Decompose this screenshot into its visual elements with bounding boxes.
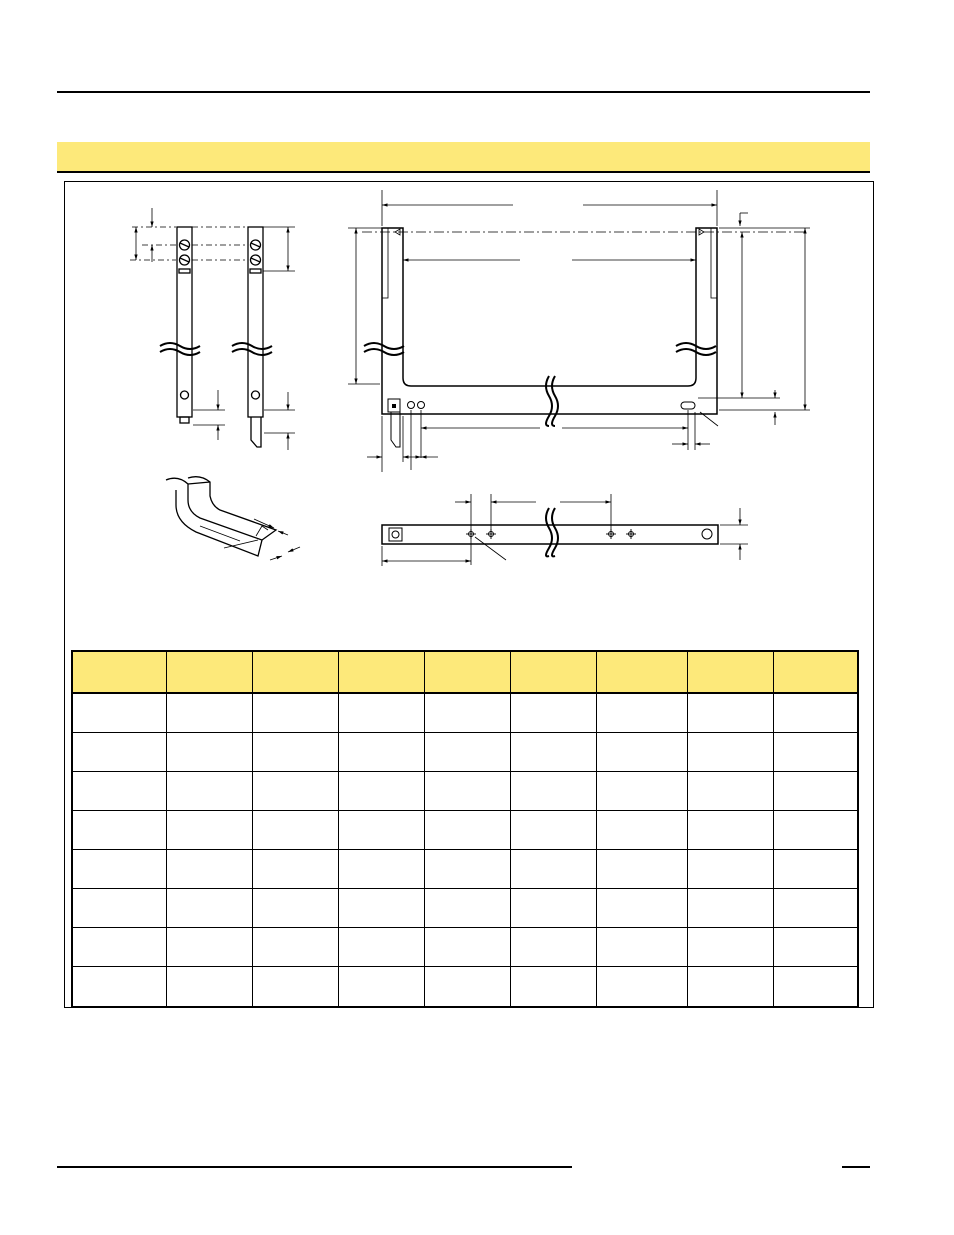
column-header — [166, 651, 252, 693]
table-cell — [166, 811, 252, 850]
table-cell — [510, 889, 596, 928]
table-cell — [424, 733, 510, 772]
table-cell — [773, 928, 858, 967]
column-header — [510, 651, 596, 693]
column-header — [252, 651, 338, 693]
table-cell — [166, 693, 252, 733]
table-cell — [338, 928, 424, 967]
table-cell — [596, 928, 687, 967]
table-cell — [596, 811, 687, 850]
table-cell — [596, 850, 687, 889]
table-row — [72, 967, 858, 1008]
footer-page-rule — [842, 1166, 870, 1168]
table-cell — [424, 811, 510, 850]
table-cell — [773, 850, 858, 889]
table-cell — [424, 928, 510, 967]
column-header — [687, 651, 773, 693]
table-cell — [687, 967, 773, 1008]
table-cell — [510, 850, 596, 889]
table-cell — [510, 928, 596, 967]
table-cell — [687, 733, 773, 772]
table-cell — [424, 967, 510, 1008]
table-cell — [72, 772, 166, 811]
table-cell — [510, 772, 596, 811]
table-cell — [596, 693, 687, 733]
table-cell — [596, 733, 687, 772]
table-cell — [252, 928, 338, 967]
bottom-rail-view — [382, 508, 718, 556]
table-cell — [166, 772, 252, 811]
table-cell — [773, 967, 858, 1008]
column-header — [338, 651, 424, 693]
table-cell — [72, 733, 166, 772]
table-cell — [338, 967, 424, 1008]
table-cell — [72, 850, 166, 889]
table-cell — [510, 693, 596, 733]
table-cell — [252, 772, 338, 811]
table-cell — [773, 693, 858, 733]
table-cell — [166, 850, 252, 889]
table-cell — [252, 850, 338, 889]
table-cell — [252, 693, 338, 733]
column-header — [773, 651, 858, 693]
table-cell — [166, 928, 252, 967]
u-frame-dimensions — [348, 190, 810, 472]
table-cell — [773, 772, 858, 811]
u-frame-front-view — [364, 228, 717, 447]
table-cell — [166, 733, 252, 772]
table-cell — [252, 733, 338, 772]
table-cell — [773, 811, 858, 850]
table-cell — [510, 811, 596, 850]
table-cell — [510, 733, 596, 772]
table-cell — [424, 772, 510, 811]
table-cell — [252, 811, 338, 850]
table-cell — [252, 889, 338, 928]
table-cell — [72, 693, 166, 733]
table-cell — [252, 967, 338, 1008]
table-cell — [338, 733, 424, 772]
table-cell — [338, 850, 424, 889]
column-header — [72, 651, 166, 693]
isometric-arm-view — [166, 477, 300, 560]
table-cell — [424, 889, 510, 928]
table-cell — [773, 733, 858, 772]
table-row — [72, 772, 858, 811]
arm-view-dimensions — [130, 208, 295, 450]
table-cell — [72, 889, 166, 928]
table-cell — [687, 772, 773, 811]
table-cell — [687, 850, 773, 889]
table-cell — [687, 693, 773, 733]
table-cell — [510, 967, 596, 1008]
table-cell — [596, 772, 687, 811]
table-row — [72, 811, 858, 850]
footer-rule — [57, 1166, 572, 1168]
table-cell — [72, 967, 166, 1008]
table-header-row — [72, 651, 858, 693]
table-cell — [72, 928, 166, 967]
column-header — [596, 651, 687, 693]
table-row — [72, 889, 858, 928]
table-cell — [596, 967, 687, 1008]
table-row — [72, 850, 858, 889]
table-cell — [72, 811, 166, 850]
table-row — [72, 928, 858, 967]
table-cell — [166, 967, 252, 1008]
table-row — [72, 733, 858, 772]
table-cell — [687, 928, 773, 967]
column-header — [424, 651, 510, 693]
table-cell — [338, 811, 424, 850]
table-cell — [338, 772, 424, 811]
table-cell — [338, 889, 424, 928]
table-row — [72, 693, 858, 733]
table-cell — [773, 889, 858, 928]
table-cell — [687, 889, 773, 928]
table-cell — [687, 811, 773, 850]
table-cell — [424, 850, 510, 889]
table-cell — [338, 693, 424, 733]
table-cell — [424, 693, 510, 733]
dimension-table — [71, 650, 859, 1008]
table-cell — [166, 889, 252, 928]
table-cell — [596, 889, 687, 928]
